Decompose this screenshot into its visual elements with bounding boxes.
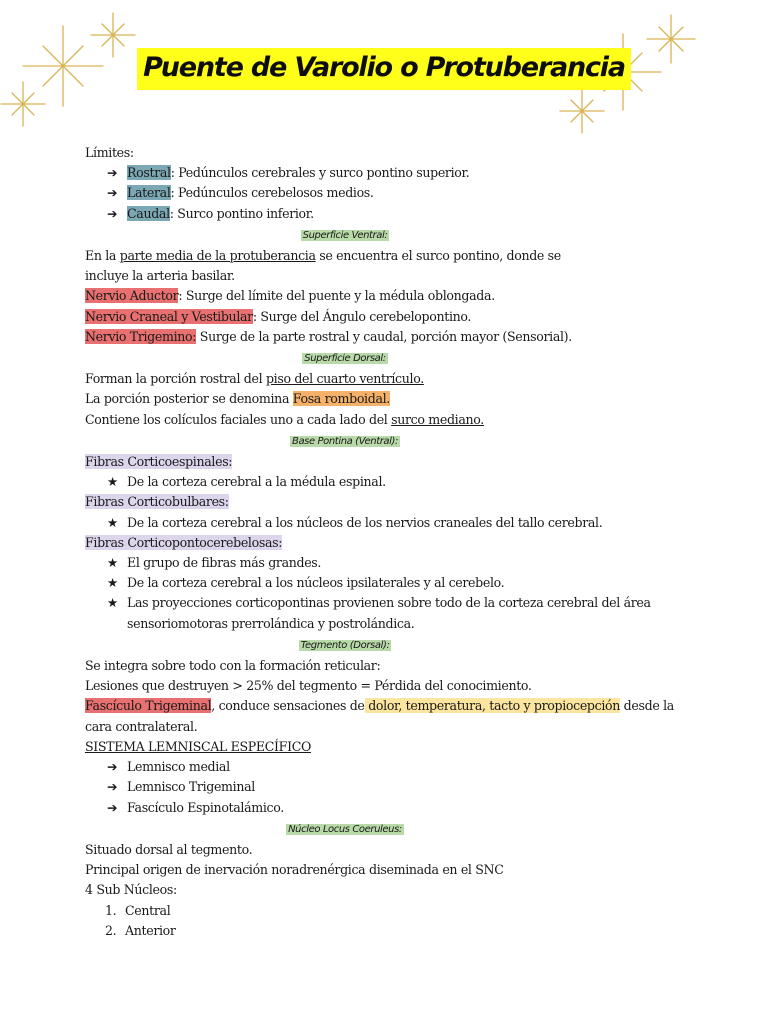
text-rostral: : Pedúnculos cerebrales y surco pontino superior. [170, 165, 470, 181]
term-lateral: Lateral [127, 185, 171, 201]
term-corticoespinales: Fibras Corticoespinales: [85, 454, 233, 470]
term-rostral: Rostral [127, 165, 171, 181]
text-fragment: : Surge del límite del puente y la médula oblongada. [178, 288, 495, 304]
list-item [85, 921, 605, 941]
fibras-group-title [85, 533, 605, 553]
list-number: 1. [105, 902, 117, 918]
underlined-text: surco mediano. [391, 411, 484, 427]
list-item-text: Fascículo Espinotalámico. [127, 799, 284, 815]
limites-label: Límites: [85, 145, 134, 160]
list-item-text: De la corteza cerebral a la médula espinal. [127, 474, 386, 490]
star-icon: ★ [107, 595, 118, 611]
nervio-aductor-row [85, 286, 605, 306]
text-fragment: Forman la porción rostral del [85, 371, 266, 387]
paragraph-ventral [85, 246, 605, 286]
heading-dorsal-row [85, 347, 605, 369]
text-fragment: La porción posterior se denomina [85, 391, 293, 407]
list-item-text-continued: sensoriomotoras prerrolándica y postrolándica. [127, 615, 415, 631]
list-item-text: Lemnisco Trigeminal [127, 779, 255, 795]
term-fasciculo-trigeminal: Fascículo Trigeminal [85, 698, 212, 714]
locus-line-2: Principal origen de inervación noradrenérgica diseminada en el SNC [85, 862, 504, 878]
fibras-group-title [85, 452, 605, 472]
term-nervio-craneal: Nervio Craneal y Vestibular [85, 308, 253, 324]
nervio-craneal-row [85, 307, 605, 327]
term-sensaciones: dolor, temperatura, tacto y propiocepción [364, 698, 621, 714]
text-fragment: En la [85, 248, 120, 264]
term-fosa-romboidal: Fosa romboidal. [292, 391, 390, 407]
list-item [85, 901, 605, 921]
list-item-text: De la corteza cerebral a los núcleos de los nervios craneales del tallo cerebral. [127, 514, 603, 530]
title-container [0, 48, 768, 90]
list-item-text: De la corteza cerebral a los núcleos ipsilaterales y al cerebelo. [127, 575, 505, 591]
list-number: 2. [105, 922, 117, 938]
section-heading-base-pontina: Base Pontina (Ventral): [291, 435, 398, 447]
heading-locus-row [85, 818, 605, 840]
star-icon: ★ [107, 575, 118, 591]
star-icon: ★ [107, 474, 118, 490]
list-item [85, 573, 605, 593]
list-item-caudal [85, 204, 605, 224]
dorsal-line-2 [85, 389, 605, 409]
list-item [85, 798, 605, 818]
list-item-lateral [85, 183, 605, 203]
dorsal-line-3 [85, 410, 605, 430]
heading-tegmento-row [85, 634, 605, 656]
term-nervio-aductor: Nervio Aductor [85, 288, 179, 304]
arrow-icon: ➔ [107, 799, 118, 815]
fasciculo-trigeminal-cont: cara contralateral. [85, 718, 198, 734]
list-item-text: El grupo de fibras más grandes. [127, 555, 322, 571]
section-title-lemniscal: SISTEMA LEMNISCAL ESPECÍFICO [85, 738, 311, 754]
list-item-text: Lemnisco medial [127, 759, 230, 775]
list-item [85, 513, 605, 533]
list-item [85, 472, 605, 492]
list-item [85, 777, 605, 797]
text-fragment: , conduce sensaciones de [211, 698, 365, 714]
list-item [85, 593, 651, 633]
arrow-icon: ➔ [107, 779, 118, 795]
sparkle-star-icon [560, 89, 604, 133]
list-item [85, 757, 605, 777]
list-item-text: Central [125, 902, 171, 918]
underlined-text: piso del cuarto ventrículo. [265, 371, 424, 387]
arrow-icon: ➔ [107, 165, 118, 181]
section-heading-tegmento: Tegmento (Dorsal): [300, 639, 390, 651]
term-caudal: Caudal [127, 205, 170, 221]
text-fragment: se encuentra el surco pontino, donde se incluye la arteria basilar. [85, 248, 561, 284]
nervio-trigemino-row [85, 327, 605, 347]
text-caudal: : Surco pontino inferior. [169, 205, 314, 221]
arrow-icon: ➔ [107, 205, 118, 221]
heading-base-row [85, 430, 605, 452]
dorsal-line-1 [85, 369, 605, 389]
term-nervio-trigemino: Nervio Trigemino: [85, 328, 197, 344]
list-item [85, 553, 605, 573]
locus-line-3: 4 Sub Núcleos: [85, 882, 177, 898]
list-item-text: Las proyecciones corticopontinas provienen sobre todo de la corteza cerebral del área [127, 595, 651, 611]
tegmento-line-1: Se integra sobre todo con la formación reticular: [85, 658, 381, 674]
fasciculo-trigeminal-row [85, 696, 674, 716]
star-icon: ★ [107, 514, 118, 530]
star-icon: ★ [107, 555, 118, 571]
section-heading-dorsal: Superficie Dorsal: [304, 353, 386, 365]
text-fragment: Contiene los colículos faciales uno a cada lado del [85, 411, 392, 427]
section-heading-ventral: Superficie Ventral: [302, 229, 388, 241]
page-title: Puente de Varolio o Protuberancia [137, 48, 631, 90]
lemniscal-title-row [85, 737, 605, 757]
text-fragment: desde la [620, 698, 674, 714]
fibras-group-title [85, 492, 605, 512]
text-fragment: : Surge del Ángulo cerebelopontino. [252, 308, 472, 324]
section-heading-locus-coeruleus: Núcleo Locus Coeruleus: [288, 823, 402, 835]
notes-body [85, 143, 674, 941]
term-corticopontocerebelosas: Fibras Corticopontocerebelosas: [85, 534, 283, 550]
list-item-rostral [85, 163, 605, 183]
arrow-icon: ➔ [107, 185, 118, 201]
underlined-text: parte media de la protuberancia [119, 248, 316, 264]
text-lateral: : Pedúnculos cerebelosos medios. [170, 185, 374, 201]
term-corticobulbares: Fibras Corticobulbares: [85, 494, 229, 510]
list-item-text: Anterior [125, 922, 176, 938]
tegmento-line-2: Lesiones que destruyen > 25% del tegmento = Pérdida del conocimiento. [85, 678, 532, 694]
arrow-icon: ➔ [107, 759, 118, 775]
locus-line-1: Situado dorsal al tegmento. [85, 841, 253, 857]
heading-ventral-row [85, 224, 605, 246]
text-fragment: Surge de la parte rostral y caudal, porción mayor (Sensorial). [196, 328, 572, 344]
